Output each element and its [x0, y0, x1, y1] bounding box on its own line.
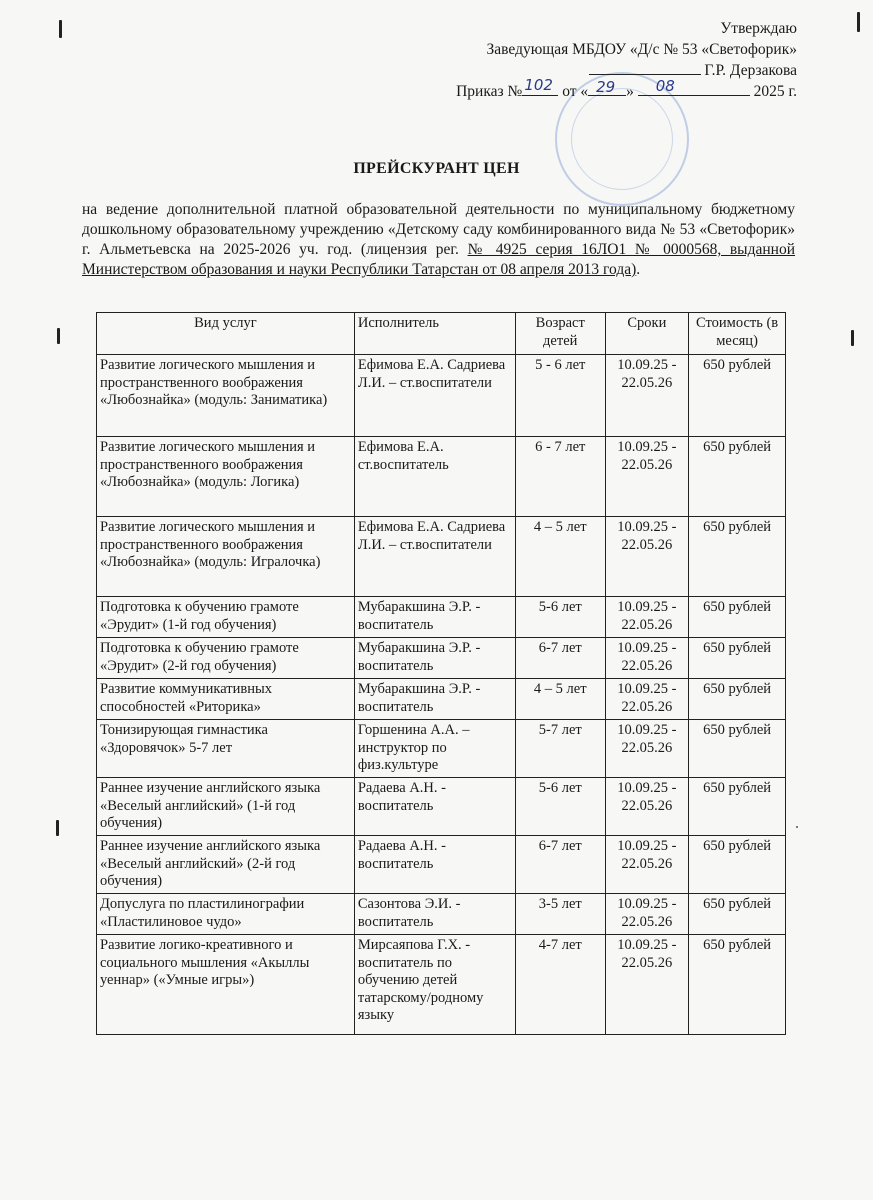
- intro-paragraph: [82, 200, 795, 280]
- service-cell: Подготовка к обучению грамоте «Эрудит» (2-й год обучения): [97, 638, 355, 679]
- service-cell: Развитие логического мышления и пространственного воображения «Любознайка» (модуль: Игралочка): [97, 517, 355, 597]
- order-prefix: Приказ №: [456, 83, 523, 100]
- price-cell: 650 рублей: [689, 355, 786, 437]
- price-cell: 650 рублей: [689, 679, 786, 720]
- order-date-prefix: от «: [562, 83, 589, 100]
- approval-block: [456, 18, 797, 102]
- service-cell: Подготовка к обучению грамоте «Эрудит» (1-й год обучения): [97, 597, 355, 638]
- table-row: [97, 437, 786, 517]
- service-cell: Развитие логико-креативного и социального мышления «Акыллы уеннар» («Умные игры»): [97, 935, 355, 1035]
- age-cell: 6-7 лет: [515, 638, 605, 679]
- age-cell: 4-7 лет: [515, 935, 605, 1035]
- table-row: [97, 679, 786, 720]
- dates-cell: 10.09.25 - 22.05.26: [605, 437, 689, 517]
- age-cell: 4 – 5 лет: [515, 679, 605, 720]
- price-cell: 650 рублей: [689, 517, 786, 597]
- signature-blank: [589, 60, 701, 75]
- dates-cell: 10.09.25 - 22.05.26: [605, 894, 689, 935]
- scan-speck: [796, 826, 798, 828]
- header-dates: Сроки: [605, 313, 689, 355]
- header-age: Возраст детей: [515, 313, 605, 355]
- teacher-cell: Ефимова Е.А. Садриева Л.И. – ст.воспитатели: [354, 355, 515, 437]
- approval-position: Заведующая МБДОУ «Д/с № 53 «Светофорик»: [486, 41, 797, 58]
- dates-cell: 10.09.25 - 22.05.26: [605, 679, 689, 720]
- order-date-quote: »: [626, 83, 634, 100]
- service-cell: Развитие логического мышления и пространственного воображения «Любознайка» (модуль: Заниматика): [97, 355, 355, 437]
- price-cell: 650 рублей: [689, 836, 786, 894]
- scan-mark: [57, 328, 60, 344]
- order-month: 08: [655, 77, 675, 95]
- dates-cell: 10.09.25 - 22.05.26: [605, 355, 689, 437]
- price-cell: 650 рублей: [689, 437, 786, 517]
- teacher-cell: Ефимова Е.А. Садриева Л.И. – ст.воспитатели: [354, 517, 515, 597]
- age-cell: 5-6 лет: [515, 597, 605, 638]
- approver-name: Г.Р. Дерзакова: [704, 62, 797, 79]
- teacher-cell: Мубаракшина Э.Р. - воспитатель: [354, 679, 515, 720]
- service-cell: Тонизирующая гимнастика «Здоровячок» 5-7 лет: [97, 720, 355, 778]
- service-cell: Развитие коммуникативных способностей «Риторика»: [97, 679, 355, 720]
- table-row: [97, 597, 786, 638]
- order-line: [456, 76, 797, 102]
- teacher-cell: Мубаракшина Э.Р. - воспитатель: [354, 638, 515, 679]
- teacher-cell: Горшенина А.А. – инструктор по физ.культуре: [354, 720, 515, 778]
- service-cell: Раннее изучение английского языка «Веселый английский» (2-й год обучения): [97, 836, 355, 894]
- license-details: № 4925 серия 16ЛО1 № 0000568, выданной Министерством образования и науки Республики Татарстан от 08 апреля 2013 года): [82, 241, 795, 278]
- price-cell: 650 рублей: [689, 638, 786, 679]
- scan-mark: [59, 20, 62, 38]
- dates-cell: 10.09.25 - 22.05.26: [605, 935, 689, 1035]
- service-cell: Допуслуга по пластилинографии «Пластилиновое чудо»: [97, 894, 355, 935]
- intro-end: .: [636, 261, 641, 278]
- age-cell: 4 – 5 лет: [515, 517, 605, 597]
- age-cell: 6-7 лет: [515, 836, 605, 894]
- age-cell: 6 - 7 лет: [515, 437, 605, 517]
- service-cell: Раннее изучение английского языка «Веселый английский» (1-й год обучения): [97, 778, 355, 836]
- order-day: 29: [596, 78, 616, 96]
- day-blank: [588, 78, 626, 96]
- age-cell: 5-6 лет: [515, 778, 605, 836]
- table-row: [97, 355, 786, 437]
- table-row: [97, 720, 786, 778]
- header-teacher: Исполнитель: [354, 313, 515, 355]
- age-cell: 5-7 лет: [515, 720, 605, 778]
- month-blank: [638, 77, 750, 96]
- dates-cell: 10.09.25 - 22.05.26: [605, 720, 689, 778]
- order-number-blank: [522, 76, 558, 96]
- dates-cell: 10.09.25 - 22.05.26: [605, 517, 689, 597]
- header-price: Стоимость (в месяц): [689, 313, 786, 355]
- table-row: [97, 638, 786, 679]
- age-cell: 3-5 лет: [515, 894, 605, 935]
- table-header-row: [97, 313, 786, 355]
- teacher-cell: Радаева А.Н. - воспитатель: [354, 836, 515, 894]
- price-cell: 650 рублей: [689, 894, 786, 935]
- intro-text: на ведение дополнительной платной образовательной деятельности по муниципальному бюджетному дошкольному образовательному учреждению «Детскому саду комбинированного вида № 53 «Светофорик» г. Альметьевска на 2025-2026 уч. год. (лицензия рег.: [82, 201, 795, 258]
- teacher-cell: Мирсаяпова Г.Х. - воспитатель по обучению детей татарскому/родному языку: [354, 935, 515, 1035]
- table-row: [97, 894, 786, 935]
- scan-mark: [56, 820, 59, 836]
- price-cell: 650 рублей: [689, 720, 786, 778]
- order-number: 102: [524, 76, 553, 94]
- teacher-cell: Сазонтова Э.И. - воспитатель: [354, 894, 515, 935]
- approval-signature-line: [456, 60, 797, 81]
- table-row: [97, 517, 786, 597]
- order-year: 2025 г.: [753, 83, 797, 100]
- dates-cell: 10.09.25 - 22.05.26: [605, 638, 689, 679]
- table-row: [97, 778, 786, 836]
- teacher-cell: Радаева А.Н. - воспитатель: [354, 778, 515, 836]
- price-cell: 650 рублей: [689, 935, 786, 1035]
- teacher-cell: Ефимова Е.А. ст.воспитатель: [354, 437, 515, 517]
- header-service: Вид услуг: [97, 313, 355, 355]
- table-row: [97, 935, 786, 1035]
- price-table: [96, 312, 786, 1035]
- dates-cell: 10.09.25 - 22.05.26: [605, 778, 689, 836]
- teacher-cell: Мубаракшина Э.Р. - воспитатель: [354, 597, 515, 638]
- approval-heading: Утверждаю: [720, 20, 797, 37]
- age-cell: 5 - 6 лет: [515, 355, 605, 437]
- service-cell: Развитие логического мышления и пространственного воображения «Любознайка» (модуль: Логика): [97, 437, 355, 517]
- dates-cell: 10.09.25 - 22.05.26: [605, 597, 689, 638]
- scan-mark: [851, 330, 854, 346]
- dates-cell: 10.09.25 - 22.05.26: [605, 836, 689, 894]
- price-cell: 650 рублей: [689, 597, 786, 638]
- price-cell: 650 рублей: [689, 778, 786, 836]
- document-title: ПРЕЙСКУРАНТ ЦЕН: [353, 160, 520, 177]
- scan-mark: [857, 12, 860, 32]
- table-row: [97, 836, 786, 894]
